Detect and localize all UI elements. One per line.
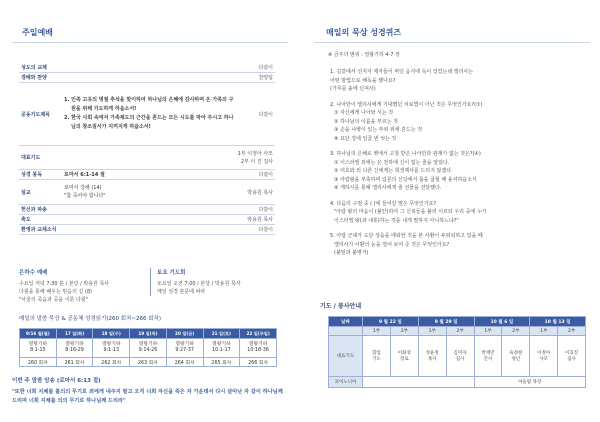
memory-verse-title: 이번 주 말씀 암송 (로마서 6:13 절) — [12, 378, 101, 384]
reading-plan-title: 매일의 말씀 묵상 & 공동체 성경읽기(260 회차~266 회차) — [19, 316, 162, 322]
service-table: 날짜 9 월 22 일 9 월 29 일 10 월 6 일 10 월 13 일 1부 2부 1부 2부 1부 2부 1부 2부 대표기도 함임 기도 이화성 장로 성윤정 목자 김미자 집사 박재만 간사 육정현 청년 이정아 사모 이효진 집사 코이노니아 아둘람 목장 — [328, 316, 586, 388]
sermon-row: 설교 로마서 강해 (14) "참 죽어야 합니다" 박용원 목사 — [19, 180, 275, 205]
divider — [314, 42, 590, 43]
reading-cell: 열왕기하 9:1-13 — [93, 339, 130, 358]
quiz-question: 1. 길갈에서 선지자 제자들이 먹던 음식에 독이 있었는데 엘리사는 어떤 방법으로 해독을 했나요? (가루를 솥에 던져서) — [330, 69, 474, 92]
quiz-question: 3. 하나님의 은혜로 병에서 고침 받은 나아만과 관계가 없는 것은?(④) ① 이스라엘 외에는 온 천하에 신이 없는 줄을 알았다. ② 여호와 외 다른 신에게는 희생제사를 드리지 않겠다. ③ 아람왕을 부축하며 림몬의 신당에서 몸을 굽힐 때 용서하옵소서 ④ 게하시를 통해 엘리사에게 줄 선물을 전달했다. — [330, 151, 481, 191]
prayer-item: 2. 한국 사회 속에서 가족제도의 근간을 흔드는 모든 시도를 막아 주시고 하나님의 창조질서가 지켜지게 하옵소서! — [64, 115, 234, 130]
quiz-question: 4. 다음의 구절 중 ( )에 들어갈 말은 무엇인가요? "아람 왕의 마음이 (불안)하여 그 신복들을 불러 이르되 우리 중에 누가 이스라엘 왕(과 내통)하는 것을 내게 말하지 아니하느냐?" — [330, 200, 487, 224]
prayer-list — [64, 96, 235, 132]
saturday-prayer: 토요 기도회 토요일 오전 7:00 / 본당 / 박용원 목사 매일 성경 본문에 따라 — [150, 268, 280, 296]
worship-row: 축도 박용원 목사 — [21, 217, 273, 223]
reading-cell: 열왕기하 10:1-17 — [203, 339, 240, 358]
saturday-prayer-title: 토요 기도회 — [157, 270, 186, 276]
memory-verse-text: "또한 너희 지체를 불의의 무기로 죄에게 내주지 말고 오직 너희 자신을 죽은 자 가운데서 다시 살아난 자 같이 하나님께 드리며 너희 지체를 의의 무기로 하나님께 드리라" — [12, 389, 283, 404]
reading-cell: 열왕기하 10:18-36 — [240, 339, 277, 358]
prayer-item: 1. 민족 고유의 명절 추석을 맞이하여 하나님의 은혜에 감사하며 온 가족의 구원을 위해 기도하게 하옵소서! — [64, 97, 234, 112]
worship-row: 환영과 교제소식 다같이 — [21, 227, 273, 233]
quiz-question: 2. 나아만이 엘리사에게 기대했던 치료법이 아닌 것은 무엇인가요?(①) ① 자신에게 나아와 서는 것 ② 하나님의 이름을 부르는 것 ③ 손을 나병이 있는 부위 위에 흔드는 것 ④ 요단 강에 일곱 번 씻는 것 — [330, 101, 483, 142]
scripture-row: 성경 봉독 로마서 6:1-14 절 다같이 — [21, 172, 273, 178]
worship-row: 성도의 교제 다같이 — [21, 65, 273, 71]
reading-cell: 열왕기하 8:16-29 — [56, 339, 93, 358]
reading-cell: 열왕기하 9:14-26 — [130, 339, 167, 358]
rep-prayer-row: 대표기도 1부 이정아 사모 2부 이 진 집사 — [19, 146, 275, 170]
right-page — [300, 0, 600, 422]
grace-worship-title: 은하수 예배 — [19, 270, 48, 276]
quiz-title: 매일의 묵상 성경퀴즈 — [326, 28, 402, 37]
reading-cell: 열왕기하 9:27-37 — [166, 339, 203, 358]
reading-cell: 열왕기하 8:1-15 — [20, 339, 57, 358]
worship-row: 헌신과 파송 다같이 — [21, 207, 273, 213]
worship-order — [19, 63, 275, 235]
prayer-row: 공동기도제목 1. 민족 고유의 명절 추석을 맞이하여 하나님의 은혜에 감사하며 온 가족의 구원을 위해 기도하게 하옵소서! 2. 한국 사회 속에서 가족제도의 근간을 흔드는 모든 시도를 막아 주시고 하나님의 창조질서가 지켜지게 하옵소서! 다같이 — [19, 83, 275, 146]
worship-row: 경배와 찬양 찬양팀 — [21, 75, 273, 81]
grace-worship: 은하수 예배 수요일 저녁 7:30 분 / 본당 / 박용원 목사 다윗을 통해 배우는 믿음의 길 (8) "사울의 죽음과 공을 이룬 다윗" — [19, 268, 144, 304]
quiz-scope: ※ 금주의 범위 : 열왕기하 4-7 장 — [328, 52, 400, 58]
divider — [12, 42, 288, 43]
sunday-worship-title: 주일예배 — [22, 28, 53, 37]
quiz-list — [330, 68, 585, 265]
quiz-question: 5. 아람 군대가 도단 성읍을 에워싼 것을 본 사환이 두려워하고 있을 때 엘리사가 사환의 눈을 열어 보여 준 것은 무엇인가요? (불말과 불병거) — [330, 233, 483, 256]
service-title: 기도 / 봉사안내 — [320, 303, 362, 310]
reading-plan-table: 9/16 월(월) 17 일(화) 18 일(수) 19 일(목) 20 일(금) 21 일(토) 22 일(주일) 열왕기하 8:1-15 열왕기하 8:16-29 열왕기하 9:1-13 열왕기하 9:14-26 열왕기하 9:27-37 열왕기하 10:1-17 열왕기하 10:18-36 260 회차 261 회차 262 회차 263 회차 264 회차 265 회차 266 회차 — [19, 328, 277, 367]
